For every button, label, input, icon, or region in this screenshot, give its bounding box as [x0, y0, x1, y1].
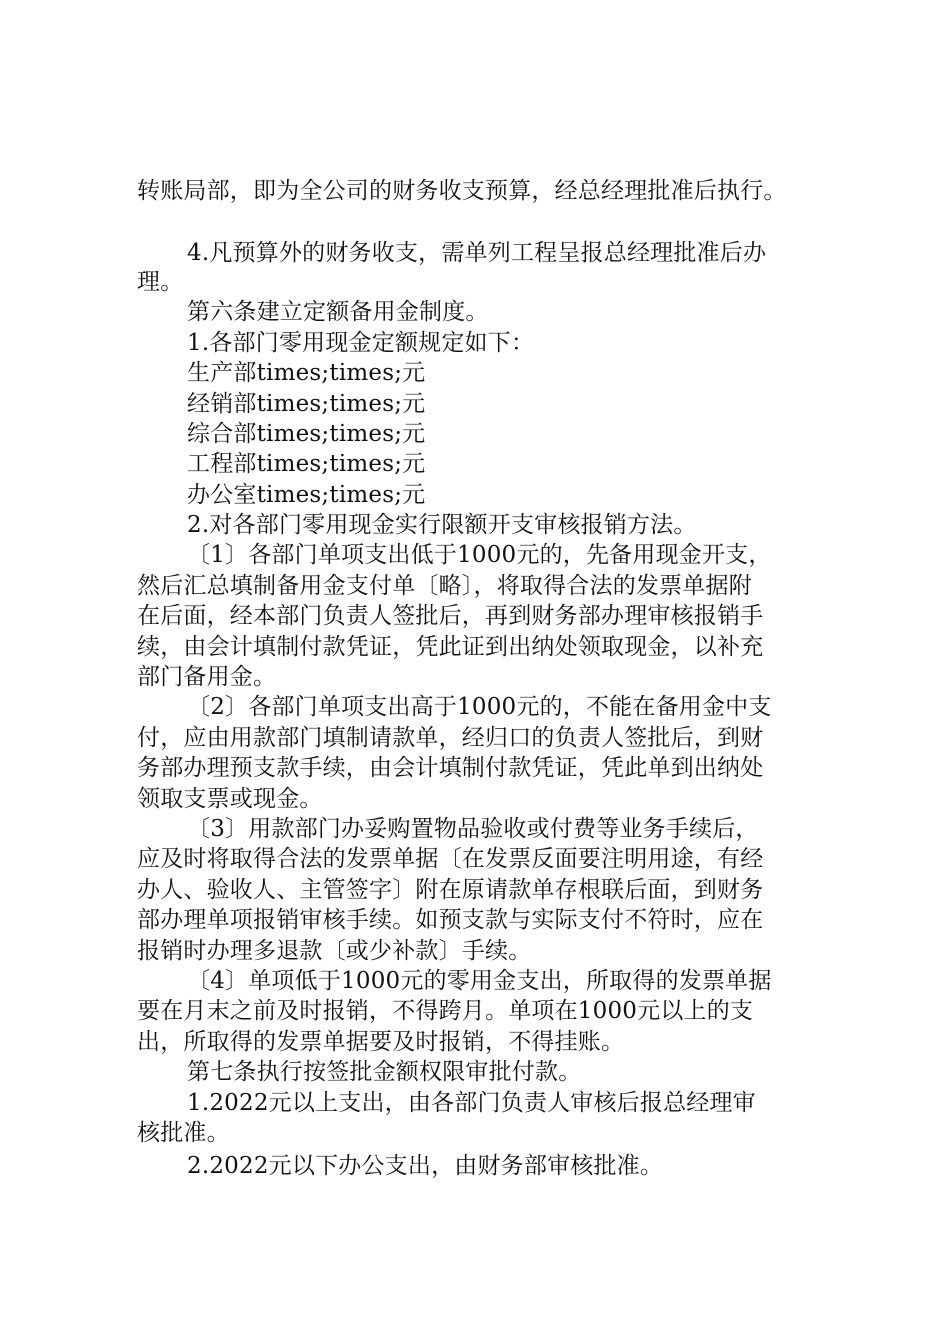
text-line: 应及时将取得合法的发票单据〔在发票反面要注明用途，有经 [137, 846, 764, 872]
text-line: 然后汇总填制备用金支付单〔略〕，将取得合法的发票单据附 [137, 573, 752, 599]
text-line: 工程部times;times;元 [187, 451, 426, 477]
text-line: 〔2〕各部门单项支出高于1000元的，不能在备用金中支 [187, 694, 772, 720]
text-line: 办人、验收人、主管签字〕附在原请款单存根联后面，到财务 [137, 877, 764, 903]
text-line: 〔4〕单项低于1000元的零用金支出，所取得的发票单据 [187, 968, 772, 994]
text-line: 1.各部门零用现金定额规定如下： [187, 330, 535, 356]
text-line: 领取支票或现金。 [137, 786, 323, 812]
text-line: 第六条建立定额备用金制度。 [187, 299, 489, 325]
text-line: 4.凡预算外的财务收支，需单列工程呈报总经理批准后办 [187, 240, 767, 266]
text-line: 1.2022元以上支出，由各部门负责人审核后报总经理审 [187, 1090, 756, 1116]
text-line: 务部办理预支款手续，由会计填制付款凭证，凭此单到出纳处 [137, 755, 764, 781]
text-line: 付，应由用款部门填制请款单，经归口的负责人签批后，到财 [137, 725, 764, 751]
text-line: 在后面，经本部门负责人签批后，再到财务部办理审核报销手 [137, 603, 764, 629]
text-line: 2.2022元以下办公支出，由财务部审核批准。 [187, 1153, 664, 1179]
text-line: 2.对各部门零用现金实行限额开支审核报销方法。 [187, 512, 697, 538]
text-line: 部办理单项报销审核手续。如预支款与实际支付不符时，应在 [137, 907, 764, 933]
text-line: 转账局部，即为全公司的财务收支预算，经总经理批准后执行。 [137, 178, 787, 204]
text-line: 经销部times;times;元 [187, 391, 426, 417]
text-line: 办公室times;times;元 [187, 482, 426, 508]
text-line: 报销时办理多退款〔或少补款〕手续。 [137, 938, 532, 964]
text-line: 生产部times;times;元 [187, 360, 426, 386]
text-line: 〔3〕用款部门办妥购置物品验收或付费等业务手续后， [187, 816, 759, 842]
text-line: 要在月末之前及时报销，不得跨月。单项在1000元以上的支 [137, 998, 754, 1024]
text-line: 理。 [137, 269, 184, 295]
text-line: 综合部times;times;元 [187, 421, 426, 447]
text-line: 部门备用金。 [137, 664, 277, 690]
text-line: 出，所取得的发票单据要及时报销，不得挂账。 [137, 1029, 625, 1055]
text-line: 第七条执行按签批金额权限审批付款。 [187, 1059, 582, 1085]
text-line: 核批准。 [137, 1120, 230, 1146]
text-line: 续，由会计填制付款凭证，凭此证到出纳处领取现金，以补充 [137, 634, 764, 660]
text-line: 〔1〕各部门单项支出低于1000元的，先备用现金开支， [187, 542, 772, 568]
